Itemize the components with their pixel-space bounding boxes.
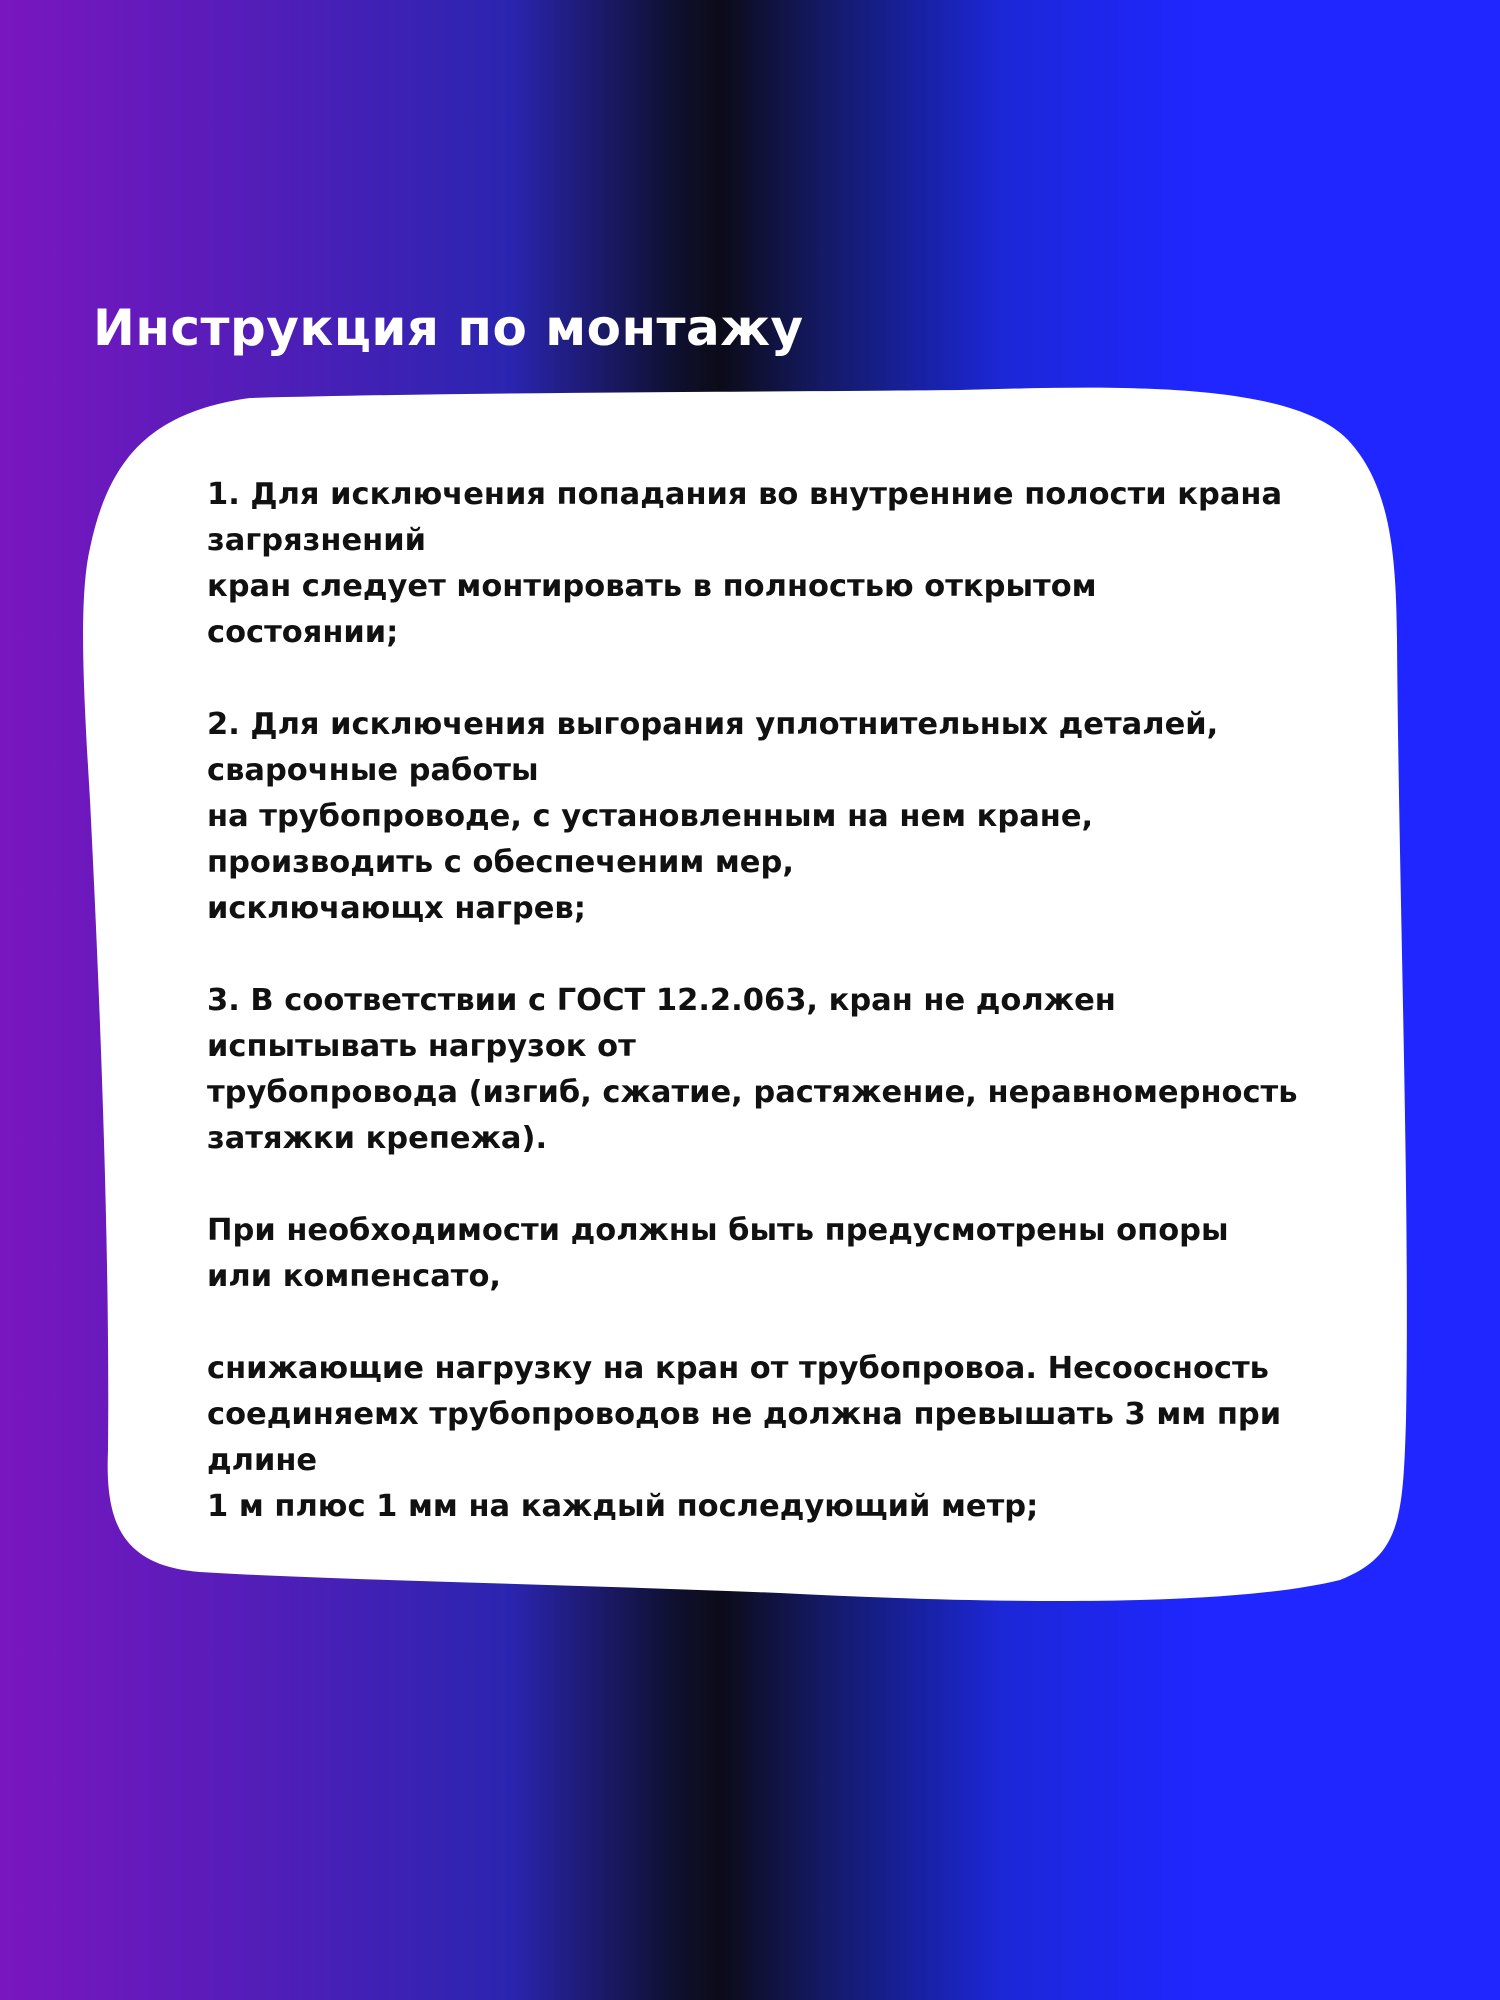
instruction-line: сварочные работы	[207, 753, 539, 788]
instruction-line: кран следует монтировать в полностью открытом	[207, 569, 1097, 604]
instruction-line: 1 м плюс 1 мм на каждый последующий метр;	[207, 1489, 1039, 1524]
instruction-line: исключающх нагрев;	[207, 891, 586, 926]
instruction-line: загрязнений	[207, 523, 426, 558]
page-title: Инструкция по монтажу	[93, 299, 804, 357]
instruction-line: состоянии;	[207, 615, 399, 650]
blank-line	[207, 932, 1337, 978]
instruction-line: производить с обеспеченим мер,	[207, 845, 794, 880]
blank-line	[207, 656, 1337, 702]
instruction-line: снижающие нагрузку на кран от трубопровоа. Несоосность	[207, 1351, 1269, 1386]
instruction-line: испытывать нагрузок от	[207, 1029, 636, 1064]
instruction-line: или компенсато,	[207, 1259, 501, 1294]
instruction-line: 3. В соответствии с ГОСТ 12.2.063, кран не должен	[207, 983, 1116, 1018]
instruction-line: на трубопроводе, с установленным на нем кране,	[207, 799, 1094, 834]
instruction-line: 1. Для исключения попадания во внутренние полости крана	[207, 477, 1283, 512]
instruction-line: трубопровода (изгиб, сжатие, растяжение, неравномерность	[207, 1075, 1298, 1110]
instruction-line: При необходимости должны быть предусмотрены опоры	[207, 1213, 1229, 1248]
instruction-line: затяжки крепежа).	[207, 1121, 548, 1156]
instruction-line: длине	[207, 1443, 318, 1478]
blank-line	[207, 1300, 1337, 1346]
blank-line	[207, 1162, 1337, 1208]
instructions-text	[207, 472, 1337, 1530]
instruction-line: 2. Для исключения выгорания уплотнительных деталей,	[207, 707, 1219, 742]
instruction-line: соединяемх трубопроводов не должна превышать 3 мм при	[207, 1397, 1282, 1432]
